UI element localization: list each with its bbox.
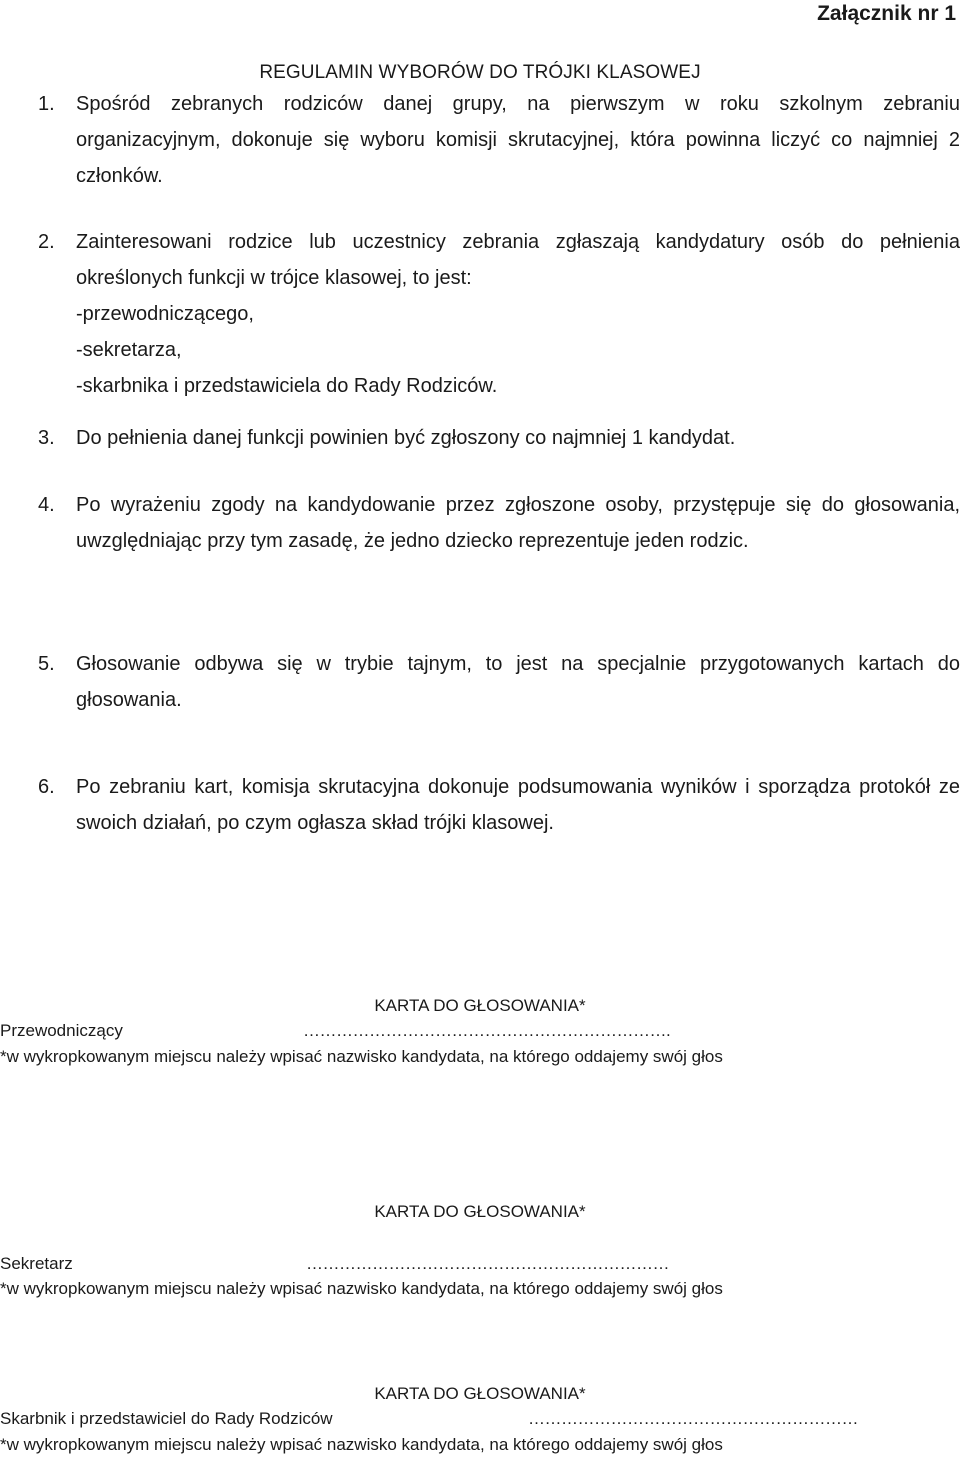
ballot-card-title: KARTA DO GŁOSOWANIA* bbox=[374, 996, 586, 1015]
ballot-card-title: KARTA DO GŁOSOWANIA* bbox=[374, 1202, 586, 1221]
rule-item-4 bbox=[38, 487, 960, 559]
ballot-role-label: Sekretarz bbox=[0, 1254, 73, 1273]
rule-text-block bbox=[76, 224, 960, 404]
ballot-card-note: *w wykropkowanym miejscu należy wpisać nazwisko kandydata, na którego oddajemy swój głos bbox=[0, 1435, 723, 1454]
rule-item-6 bbox=[38, 769, 960, 841]
ballot-card-note: *w wykropkowanym miejscu należy wpisać nazwisko kandydata, na którego oddajemy swój głos bbox=[0, 1047, 723, 1066]
rule-text: Głosowanie odbywa się w trybie tajnym, to jest na specjalnie przygotowanych kartach do głosowania. bbox=[76, 653, 960, 711]
rule-subitem: -sekretarza, bbox=[76, 339, 182, 361]
ballot-card-row bbox=[0, 1021, 960, 1045]
ballot-role-label: Skarbnik i przedstawiciel do Rady Rodziców bbox=[0, 1409, 333, 1428]
rule-number: 3. bbox=[38, 427, 55, 449]
rule-text: Do pełnienia danej funkcji powinien być zgłoszony co najmniej 1 kandydat. bbox=[76, 427, 736, 449]
rule-text: Po wyrażeniu zgody na kandydowanie przez zgłoszone osoby, przystępuje się do głosowania, uwzględniając przy tym zasadę, że jedno dziecko reprezentuje jeden rodzic. bbox=[76, 494, 960, 552]
rule-text: Spośród zebranych rodziców danej grupy, na pierwszym w roku szkolnym zebraniu organizacyjnym, dokonuje się wyboru komisji skrutacyjnej, która powinna liczyć co najmniej 2 członków. bbox=[76, 93, 960, 187]
ballot-name-blank: …………………………………………………………. bbox=[303, 1021, 671, 1040]
rule-text: Po zebraniu kart, komisja skrutacyjna dokonuje podsumowania wyników i sporządza protokół ze swoich działań, po czym ogłasza skład trójki klasowej. bbox=[76, 776, 960, 834]
ballot-card-title: KARTA DO GŁOSOWANIA* bbox=[374, 1384, 586, 1403]
rule-item-5 bbox=[38, 646, 960, 718]
annex-label: Załącznik nr 1 bbox=[817, 2, 956, 25]
ballot-card-row bbox=[0, 1409, 960, 1433]
rule-number: 5. bbox=[38, 653, 55, 675]
rule-item-1 bbox=[38, 86, 960, 194]
document-title: REGULAMIN WYBORÓW DO TRÓJKI KLASOWEJ bbox=[259, 62, 701, 83]
rule-item-2 bbox=[38, 224, 960, 404]
ballot-role-label: Przewodniczący bbox=[0, 1021, 123, 1040]
rule-number: 2. bbox=[38, 231, 55, 253]
ballot-name-blank: ………………………………………………………… bbox=[306, 1254, 669, 1273]
ballot-card-note: *w wykropkowanym miejscu należy wpisać nazwisko kandydata, na którego oddajemy swój głos bbox=[0, 1279, 723, 1298]
rule-number: 6. bbox=[38, 776, 55, 798]
rule-subitem: -skarbnika i przedstawiciela do Rady Rodziców. bbox=[76, 375, 498, 397]
rule-number: 1. bbox=[38, 93, 55, 115]
rule-subitem: -przewodniczącego, bbox=[76, 303, 254, 325]
ballot-card-row bbox=[0, 1254, 960, 1278]
rule-text: Zainteresowani rodzice lub uczestnicy zebrania zgłaszają kandydatury osób do pełnienia określonych funkcji w trójce klasowej, to jest: bbox=[76, 231, 960, 289]
rule-number: 4. bbox=[38, 494, 55, 516]
rule-item-3 bbox=[38, 420, 960, 456]
ballot-name-blank: …………………………………………………… bbox=[528, 1409, 858, 1428]
